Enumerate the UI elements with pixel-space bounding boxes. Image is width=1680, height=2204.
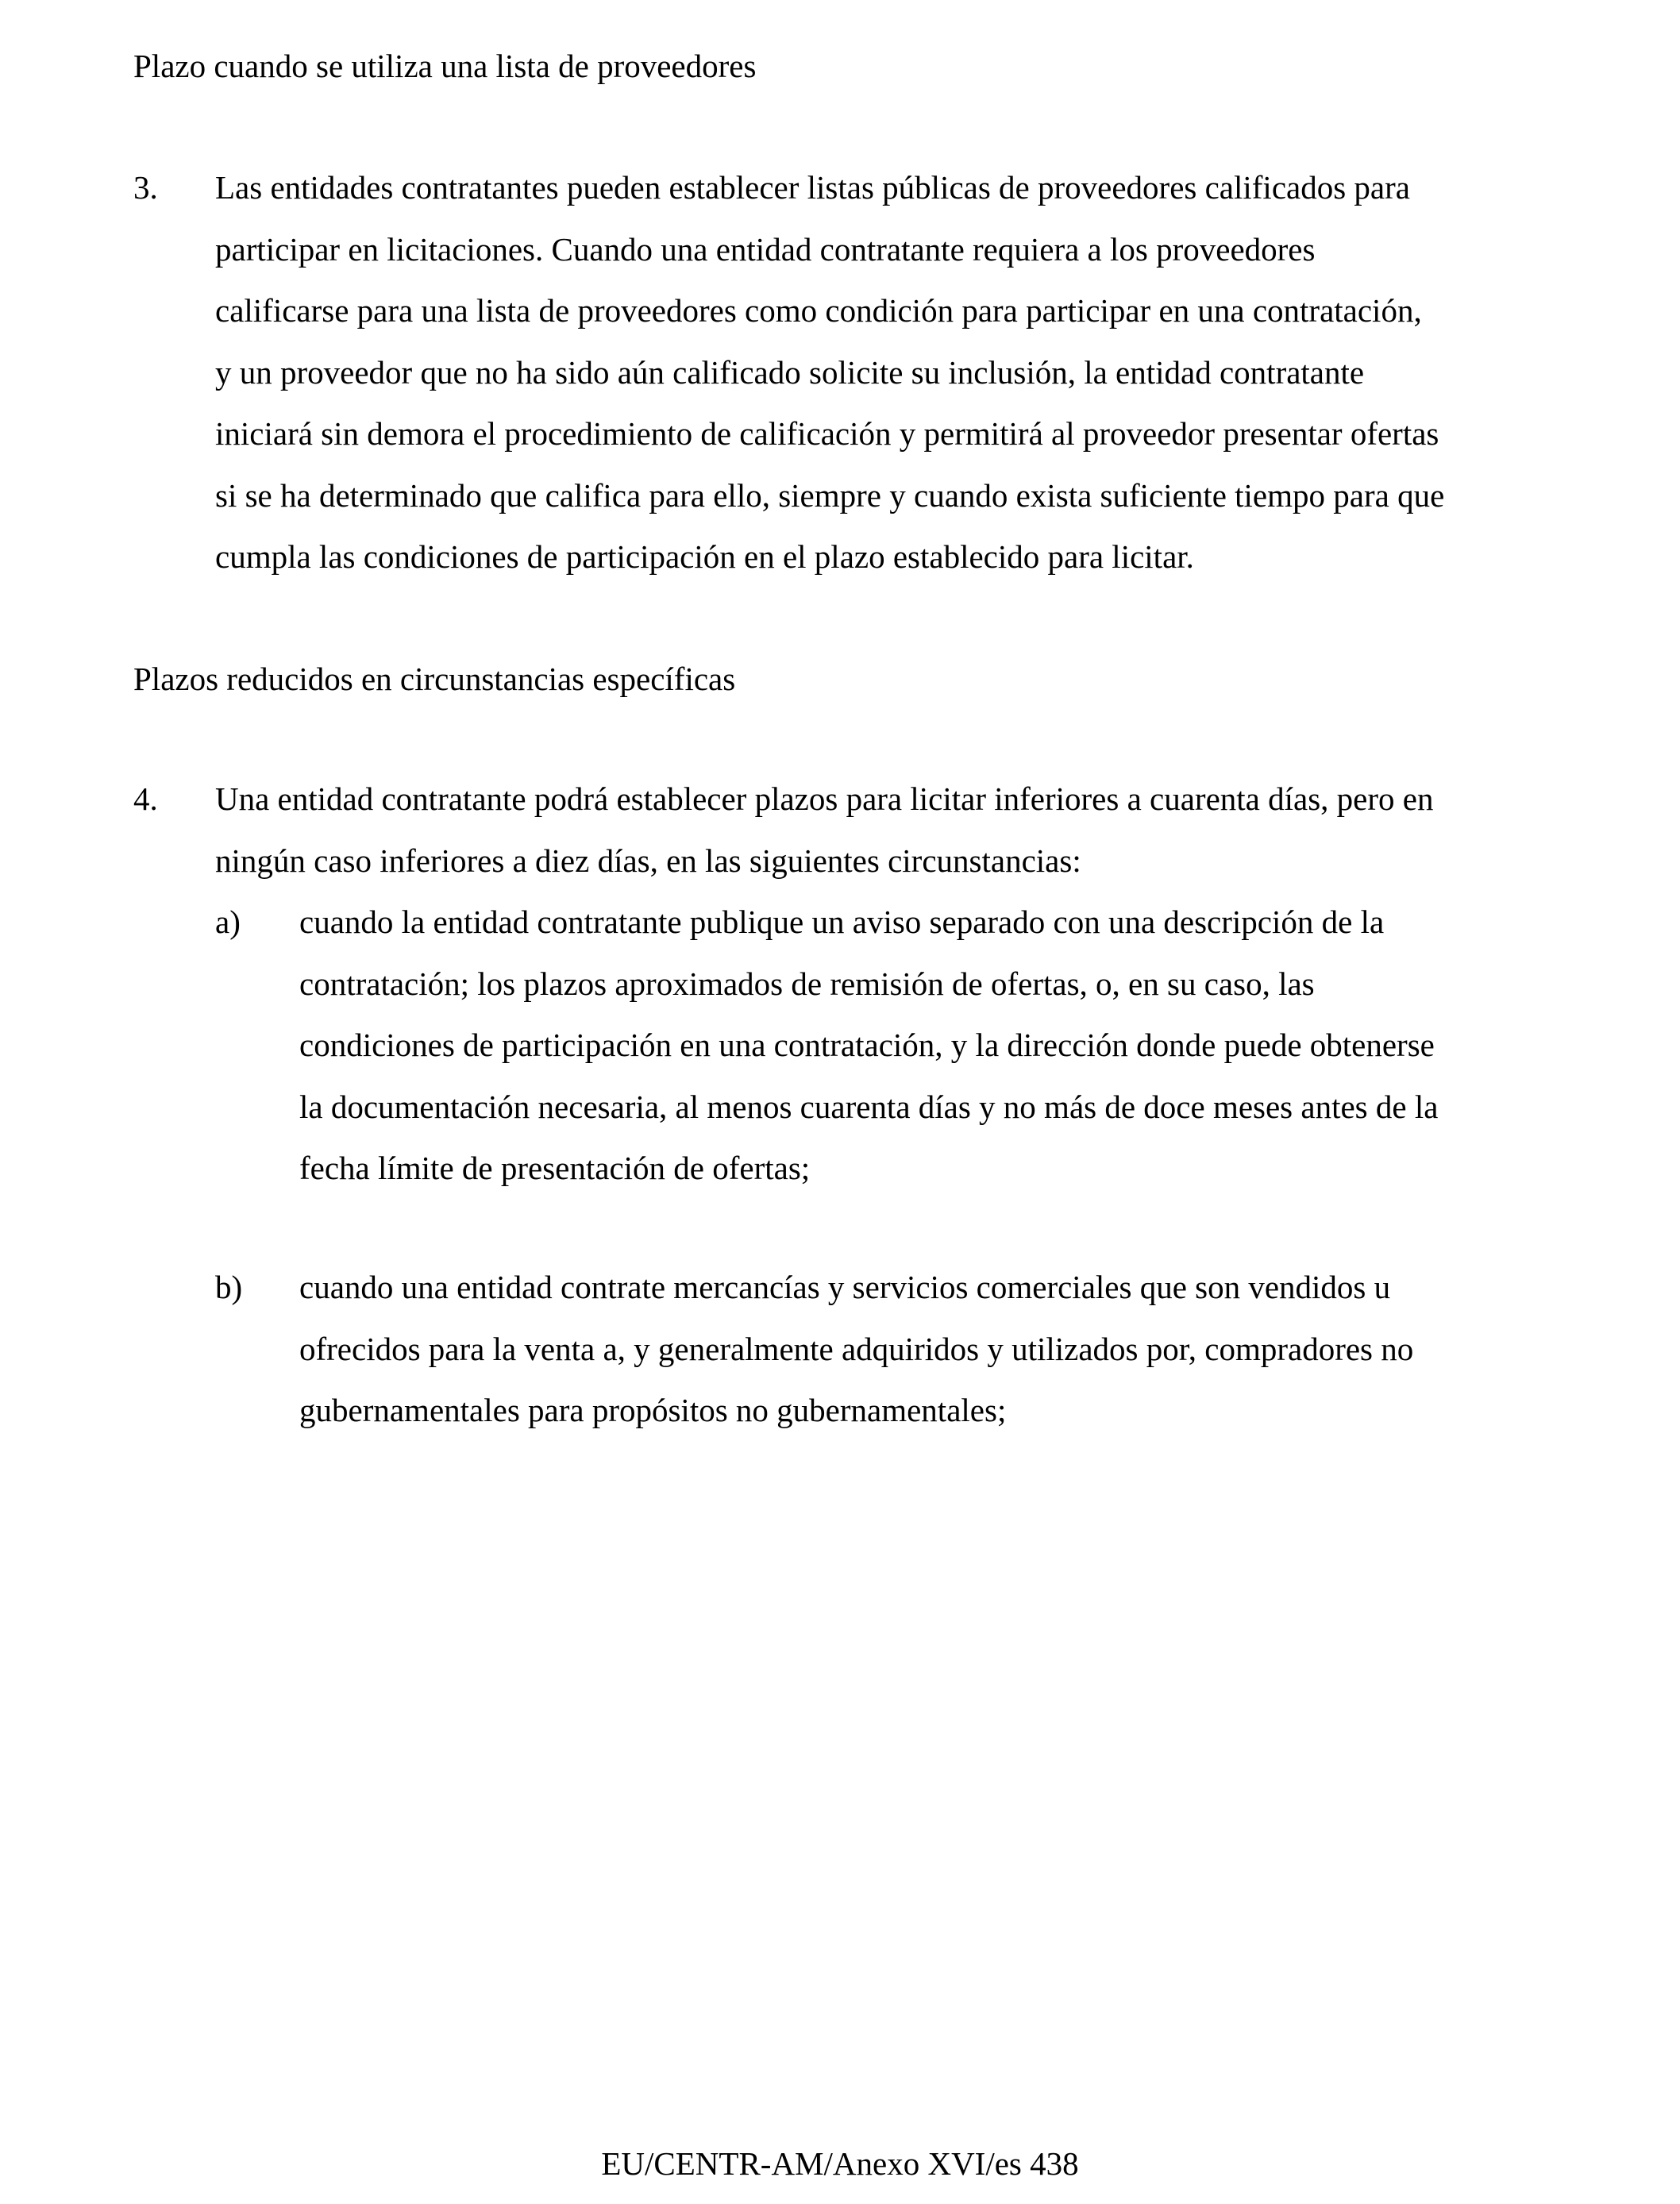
paragraph-line: calificarse para una lista de proveedores como condición para participar en una contratación, — [215, 292, 1422, 329]
section-heading-plazos-reducidos: Plazos reducidos en circunstancias específicas — [133, 661, 736, 697]
list-item-line: fecha límite de presentación de ofertas; — [299, 1150, 811, 1186]
list-item-b — [215, 1257, 1597, 1442]
paragraph-number: 3. — [133, 169, 158, 206]
paragraph-line: cumpla las condiciones de participación en el plazo establecido para licitar. — [215, 538, 1194, 575]
paragraph-line: si se ha determinado que califica para ello, siempre y cuando exista suficiente tiempo para que — [215, 476, 1445, 514]
paragraph-3 — [133, 157, 1594, 588]
paragraph-line: Las entidades contratantes pueden establecer listas públicas de proveedores calificados para — [215, 169, 1410, 206]
list-item-line: cuando la entidad contratante publique un aviso separado con una descripción de la — [299, 904, 1385, 940]
paragraph-line: Una entidad contratante podrá establecer plazos para licitar inferiores a cuarenta días, pero en — [215, 780, 1434, 817]
list-item-line: gubernamentales para propósitos no gubernamentales; — [299, 1392, 1007, 1428]
list-item-a — [215, 892, 1597, 1200]
paragraph-line: iniciará sin demora el procedimiento de calificación y permitirá al proveedor presentar ofertas — [215, 415, 1439, 452]
list-item-body — [299, 1257, 1597, 1442]
section-heading-lista-proveedores: Plazo cuando se utiliza una lista de proveedores — [133, 48, 757, 84]
list-item-line: cuando una entidad contrate mercancías y servicios comerciales que son vendidos u — [299, 1269, 1391, 1305]
paragraph-body — [215, 769, 1594, 892]
paragraph-number: 4. — [133, 780, 158, 817]
paragraph-line: ningún caso inferiores a diez días, en las siguientes circunstancias: — [215, 842, 1081, 879]
list-item-label: b) — [215, 1269, 243, 1305]
paragraph-line: y un proveedor que no ha sido aún calificado solicite su inclusión, la entidad contratante — [215, 353, 1365, 391]
paragraph-body — [215, 157, 1594, 588]
list-item-line: ofrecidos para la venta a, y generalmente adquiridos y utilizados por, compradores no — [299, 1330, 1414, 1367]
list-item-line: contratación; los plazos aproximados de remisión de ofertas, o, en su caso, las — [299, 965, 1315, 1002]
paragraph-4 — [133, 769, 1594, 892]
list-item-label: a) — [215, 904, 241, 940]
list-item-line: la documentación necesaria, al menos cuarenta días y no más de doce meses antes de la — [299, 1088, 1439, 1125]
page-footer: EU/CENTR-AM/Anexo XVI/es 438 — [601, 2145, 1079, 2182]
list-item-line: condiciones de participación en una contratación, y la dirección donde puede obtenerse — [299, 1027, 1435, 1063]
paragraph-line: participar en licitaciones. Cuando una entidad contratante requiera a los proveedores — [215, 230, 1316, 268]
list-item-body — [299, 892, 1597, 1200]
